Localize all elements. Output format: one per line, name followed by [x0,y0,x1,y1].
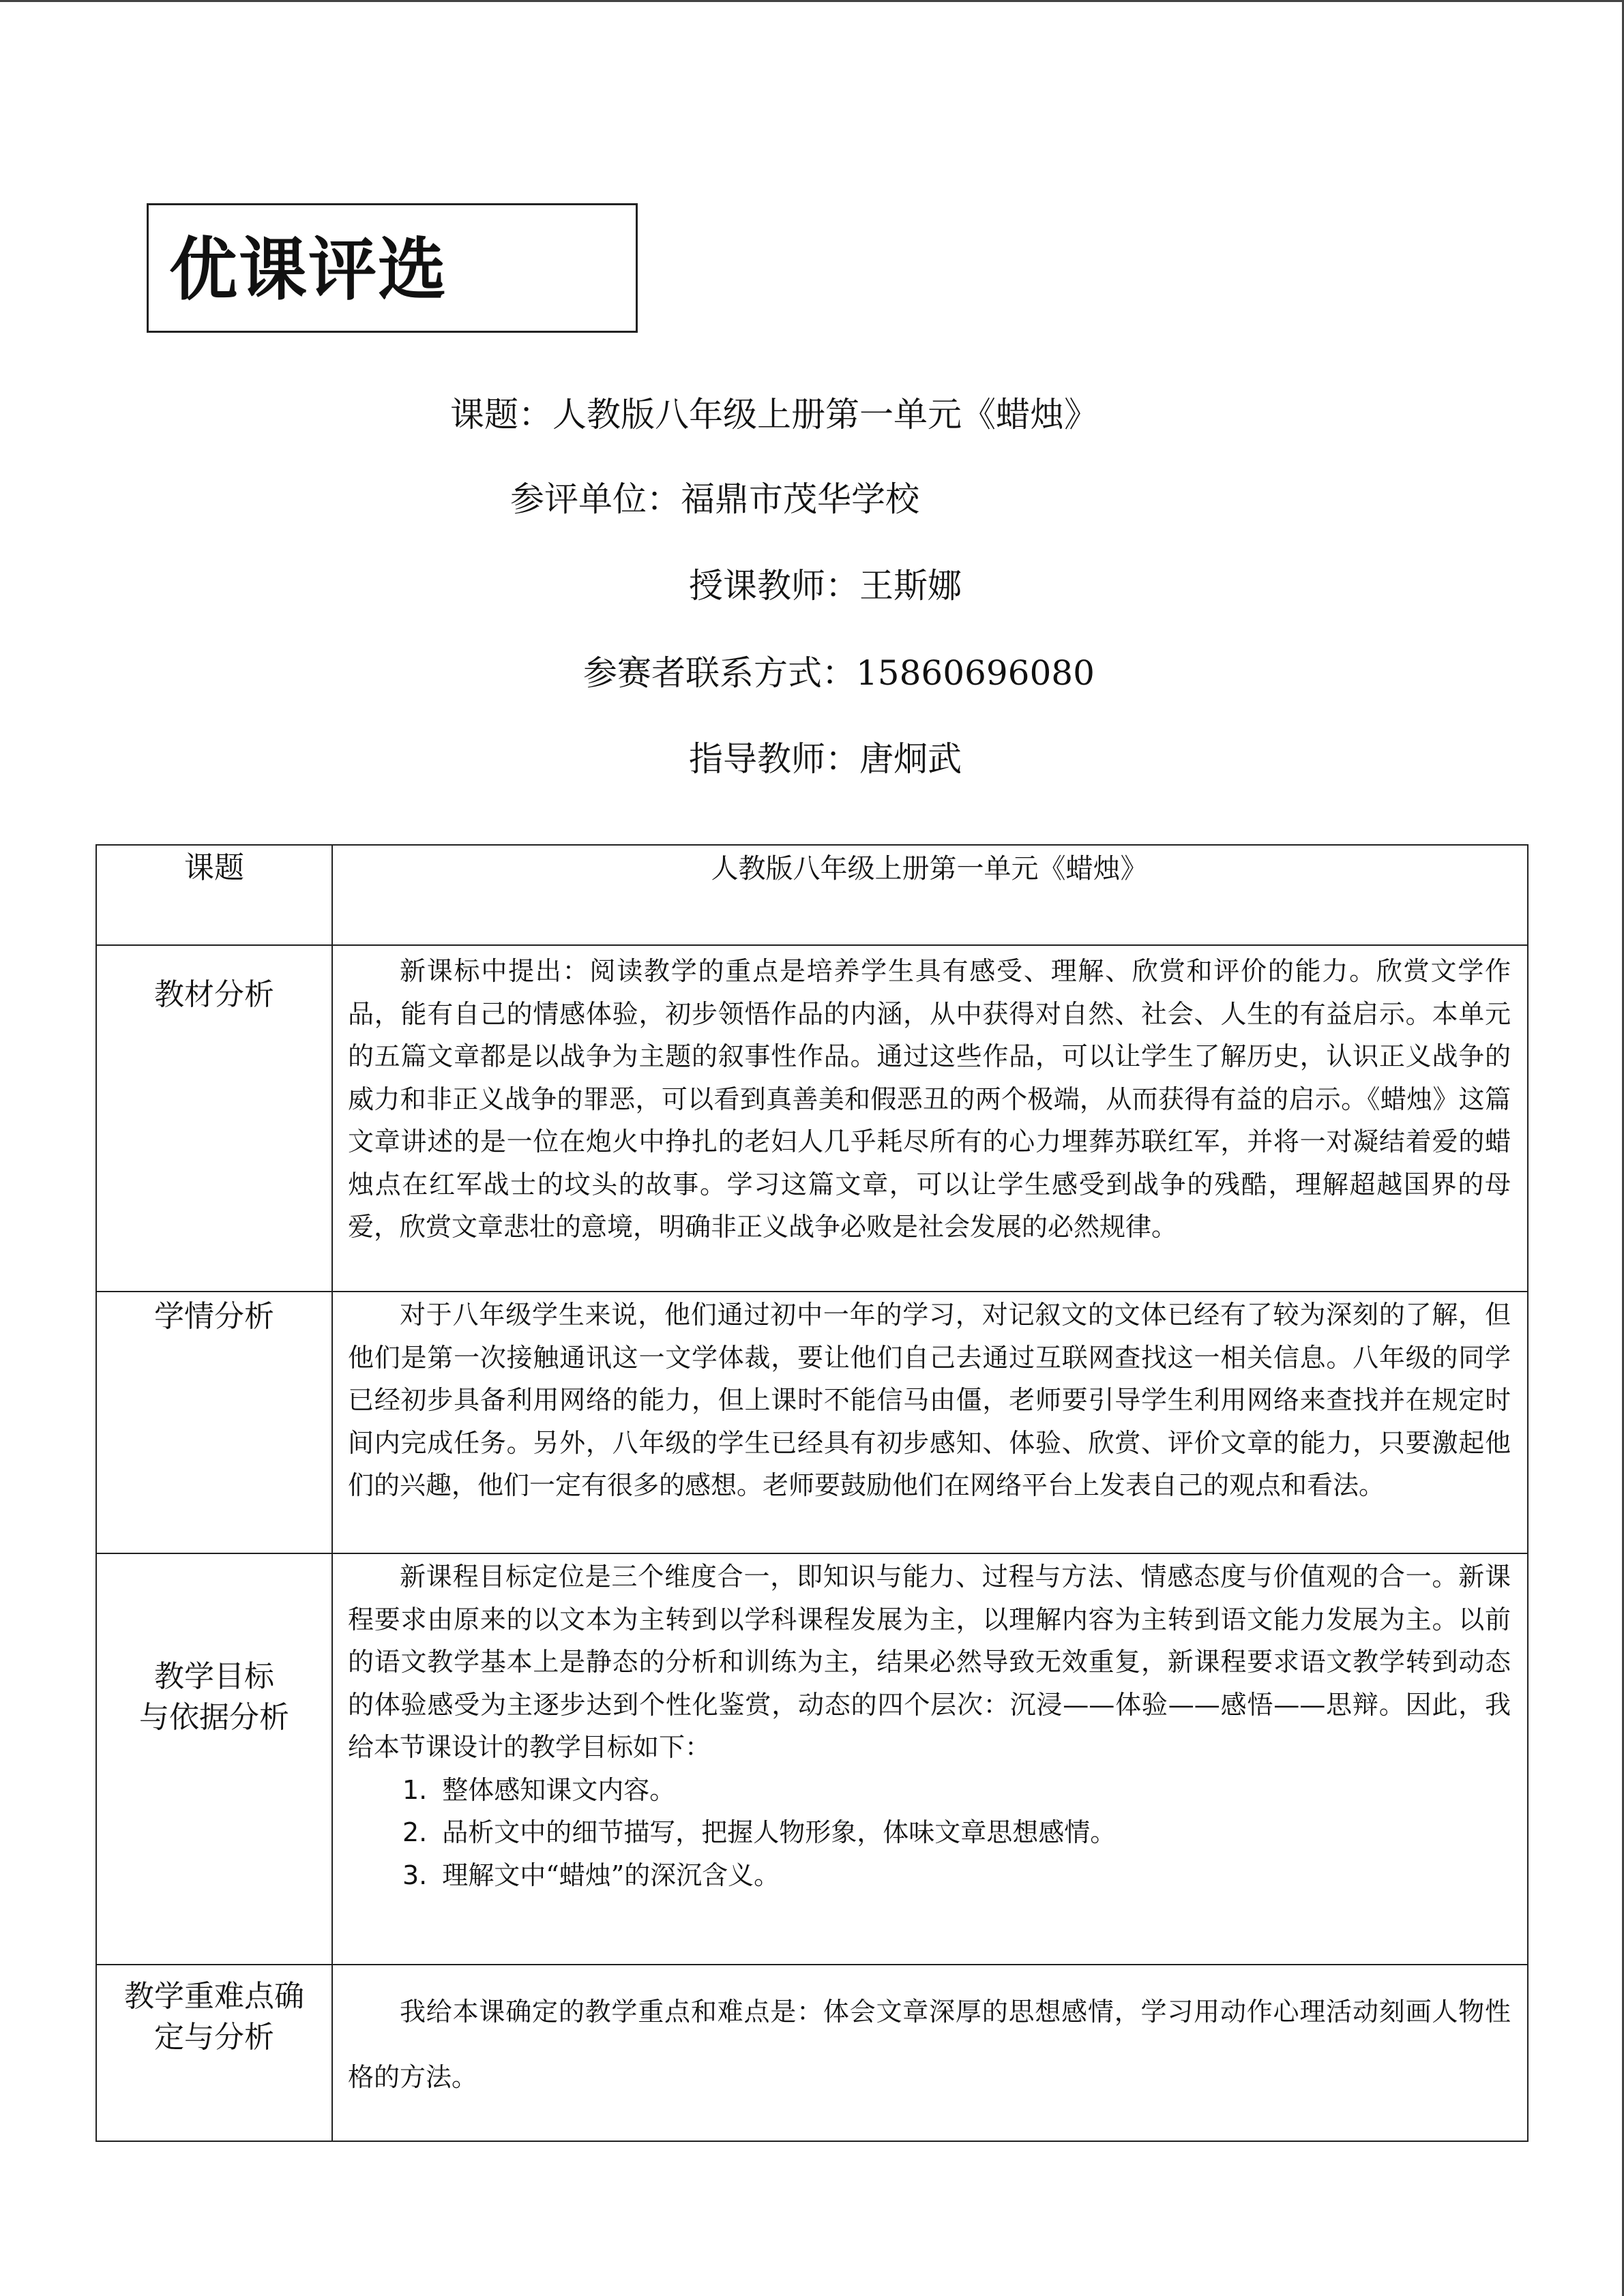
row-label-student-analysis [96,1292,332,1553]
table-row-student-analysis [96,1292,1528,1553]
title-badge [147,203,638,333]
topic-line: 课题：人教版八年级上册第一单元《蜡烛》 [450,395,1098,434]
row-label-text: 学情分析 [154,1299,274,1334]
table-row-topic [96,845,1528,945]
row-label-material-analysis [96,945,332,1292]
student-analysis-paragraph: 对于八年级学生来说，他们通过初中一年的学习，对记叙文的文体已经有了较为深刻的了解，但他们是第一次接触通讯这一文学体裁，要让他们自己去通过互联网查找这一相关信息。八年级的同学已经初步具备利用网络的能力，但上课时不能信马由僵，老师要引导学生利用网络来查找并在规定时间内完成任务。另外，八年级的学生已经具有初步感知、体验、欣赏、评价文章的能力，只要激起他们的兴趣，他们一定有很多的感想。老师要鼓励他们在网络平台上发表自己的观点和看法。 [348,1300,1511,1500]
row-label-line: 定与分析 [154,2020,274,2055]
goal-text: 品析文中的细节描写，把握人物形象，体味文章思想感情。 [442,1817,1117,1847]
page-border-top [0,0,1624,2]
table-row-key-points [96,1965,1528,2141]
table-row-teaching-goals [96,1553,1528,1965]
row-label-text: 课题 [184,850,244,885]
goal-item [348,1769,1511,1812]
row-content-key-points [332,1965,1528,2141]
row-content-teaching-goals [332,1553,1528,1965]
key-points-paragraph: 我给本课确定的教学重点和难点是：体会文章深厚的思想感情，学习用动作心理活动刻画人物性格的方法。 [348,1997,1511,2092]
goal-number: 3. [402,1860,428,1890]
row-content-material-analysis [332,945,1528,1292]
goal-item [348,1854,1511,1897]
contact-line: 参赛者联系方式：15860696080 [583,653,1095,693]
teacher-line: 授课教师：王斯娜 [689,566,962,606]
row-label-line: 教学目标 [154,1659,274,1694]
goal-text: 理解文中“蜡烛”的深沉含义。 [442,1860,780,1890]
row-label-teaching-goals [96,1553,332,1965]
row-content-topic [332,845,1528,945]
goal-number: 2. [402,1817,428,1847]
advisor-line: 指导教师：唐炯武 [689,739,962,779]
material-analysis-paragraph: 新课标中提出：阅读教学的重点是培养学生具有感受、理解、欣赏和评价的能力。欣赏文学作品，能有自己的情感体验，初步领悟作品的内涵，从中获得对自然、社会、人生的有益启示。本单元的五篇文章都是以战争为主题的叙事性作品。通过这些作品，可以让学生了解历史，认识正义战争的威力和非正义战争的罪恶，可以看到真善美和假恶丑的两个极端，从而获得有益的启示。《蜡烛》这篇文章讲述的是一位在炮火中挣扎的老妇人几乎耗尽所有的心力埋葬苏联红军，并将一对凝结着爱的蜡烛点在红军战士的坟头的故事。学习这篇文章，可以让学生感受到战争的残酷，理解超越国界的母爱，欣赏文章悲壮的意境，明确非正义战争必败是社会发展的必然规律。 [348,956,1511,1242]
table-row-material-analysis [96,945,1528,1292]
unit-line: 参评单位：福鼎市茂华学校 [510,479,919,519]
row-label-line: 教学重难点确 [124,1979,304,2014]
title-badge-text: 优课评选 [169,230,447,310]
goal-text: 整体感知课文内容。 [442,1774,676,1805]
row-label-line: 与依据分析 [139,1700,289,1735]
row-label-text: 教材分析 [154,977,274,1012]
row-label-topic [96,845,332,945]
goal-item [348,1811,1511,1854]
goal-number: 1. [402,1774,428,1805]
teaching-goals-paragraph: 新课程目标定位是三个维度合一，即知识与能力、过程与方法、情感态度与价值观的合一。新课程要求由原来的以文本为主转到以学科课程发展为主，以理解内容为主转到语文能力发展为主。以前的语文教学基本上是静态的分析和训练为主，结果必然导致无效重复，新课程要求语文教学转到动态的体验感受为主逐步达到个性化鉴赏，动态的四个层次：沉浸——体验——感悟——思辩。因此，我给本节课设计的教学目标如下： [348,1562,1511,1762]
row-content-student-analysis [332,1292,1528,1553]
lesson-info-table [95,844,1529,2142]
row-content-text: 人教版八年级上册第一单元《蜡烛》 [711,853,1148,884]
row-label-key-points [96,1965,332,2141]
